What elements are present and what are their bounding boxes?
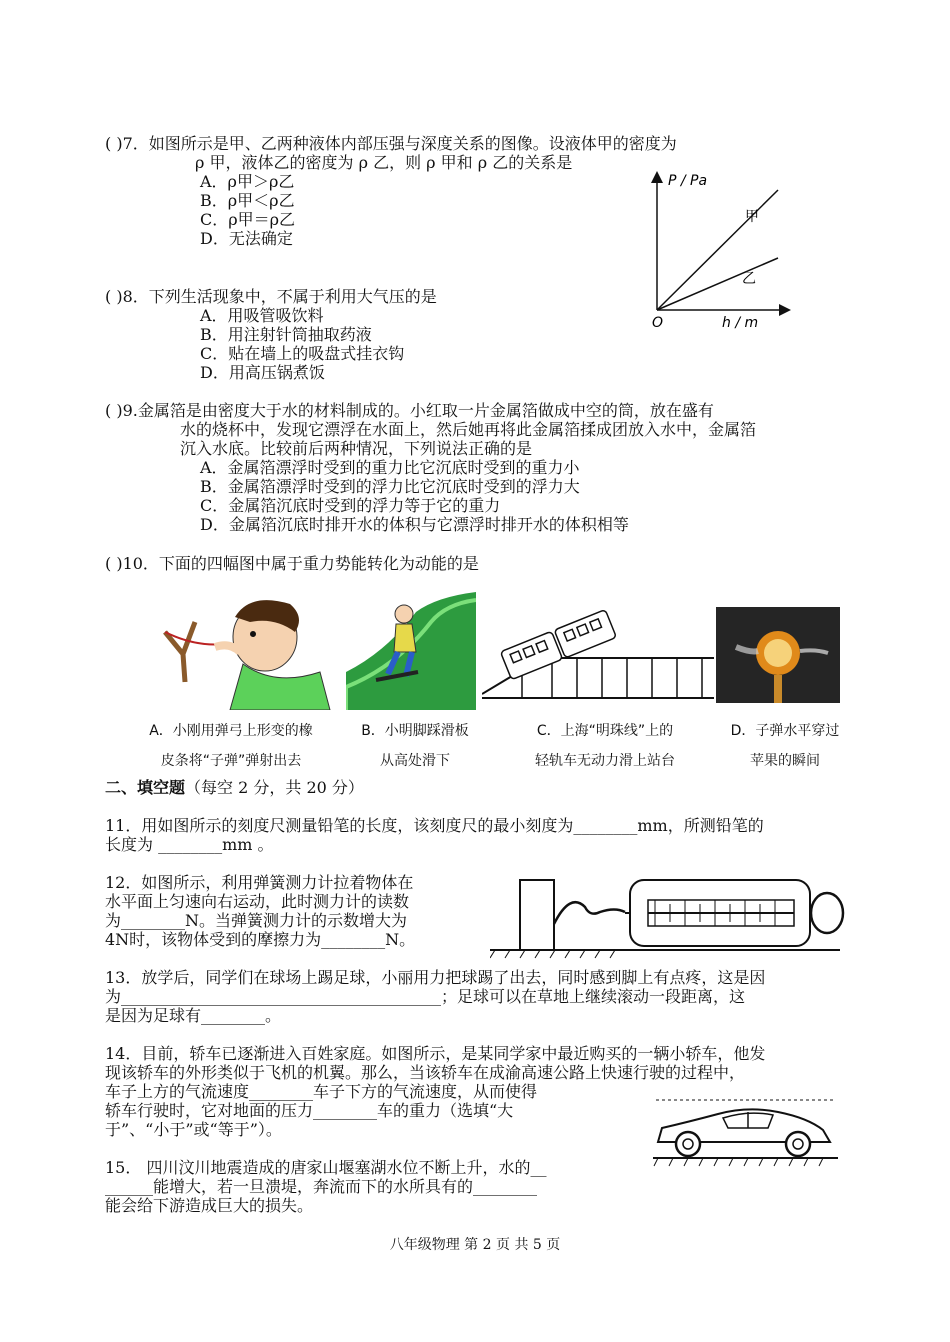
- line-jia: [657, 190, 778, 310]
- line-yi: [657, 258, 778, 310]
- q15-line1: 15． 四川汶川地震造成的唐家山堰塞湖水位不断上升，水的__: [105, 1158, 547, 1177]
- q10-stem: ( )10．下面的四幅图中属于重力势能转化为动能的是: [105, 554, 479, 573]
- q14-line5: 于”、“小于”或“等于”）。: [105, 1120, 282, 1139]
- q15-line2: ______能增大，若一旦溃堤，奔流而下的水所具有的________: [105, 1177, 538, 1196]
- caption-d: [710, 716, 860, 776]
- q11-line2: 长度为 ________mm 。: [105, 835, 274, 854]
- q7-stem-line1: ( )7．如图所示是甲、乙两种液体内部压强与深度关系的图像。设液体甲的密度为: [105, 134, 677, 153]
- q12-line4: 4N时，该物体受到的摩擦力为________N。: [105, 930, 416, 949]
- car-figure: [648, 1090, 840, 1168]
- origin-label: O: [652, 315, 664, 331]
- caption-c-line1: C．上海“明珠线”上的: [536, 723, 674, 739]
- pressure-depth-graph: [640, 165, 800, 335]
- q8-option-a: A．用吸管吸饮料: [200, 306, 324, 325]
- q14-line2: 现该轿车的外形类似于飞机的机翼。那么，当该轿车在成渝高速公路上快速行驶的过程中，: [105, 1063, 746, 1082]
- q14-line1: 14．目前，轿车已逐渐进入百姓家庭。如图所示，是某同学家中最近购买的一辆小轿车，他发: [105, 1044, 766, 1063]
- y-axis-label: P / Pa: [668, 173, 708, 189]
- q9-option-b: B．金属箔漂浮时受到的浮力比它沉底时受到的浮力大: [200, 477, 580, 496]
- caption-d-line1: D．子弹水平穿过: [730, 723, 840, 739]
- q11-line1: 11．用如图所示的刻度尺测量铅笔的长度，该刻度尺的最小刻度为________mm，所测铅笔的: [105, 816, 764, 835]
- q8-option-c: C．贴在墙上的吸盘式挂衣钩: [200, 344, 405, 363]
- spring-scale-figure: [490, 872, 850, 960]
- caption-a: [120, 716, 342, 776]
- q8-stem: ( )8．下列生活现象中，不属于利用大气压的是: [105, 287, 437, 306]
- q8-option-b: B．用注射针筒抽取药液: [200, 325, 372, 344]
- q9-option-d: D．金属箔沉底时排开水的体积与它漂浮时排开水的体积相等: [200, 515, 629, 534]
- section2-note: （每空 2 分，共 20 分）: [185, 778, 364, 797]
- q7-stem-line2: ρ 甲，液体乙的密度为 ρ 乙，则 ρ 甲和 ρ 乙的关系是: [195, 153, 573, 172]
- q12-line1: 12．如图所示，利用弹簧测力计拉着物体在: [105, 873, 414, 892]
- q13-line1: 13．放学后，同学们在球场上踢足球，小丽用力把球踢了出去，同时感到脚上有点疼，这是因: [105, 968, 766, 987]
- q9-option-a: A．金属箔漂浮时受到的重力比它沉底时受到的重力小: [200, 458, 580, 477]
- caption-a-line1: A．小刚用弹弓上形变的橡: [149, 723, 313, 739]
- q9-stem-line1: ( )9.金属箔是由密度大于水的材料制成的。小红取一片金属箔做成中空的筒，放在盛有: [105, 401, 714, 420]
- q13-line2: 为________________________________________；足球可以在草地上继续滚动一段距离，这: [105, 987, 746, 1006]
- q7-option-a: A．ρ甲＞ρ乙: [200, 172, 295, 191]
- q9-stem-line2: 水的烧杯中，发现它漂浮在水面上，然后她再将此金属箔揉成团放入水中，金属箔: [180, 420, 757, 439]
- label-yi: 乙: [742, 271, 756, 287]
- picture-c-light-rail: [482, 598, 714, 702]
- label-jia: 甲: [745, 209, 759, 225]
- q9-stem-line3: 沉入水底。比较前后两种情况，下列说法正确的是: [180, 439, 533, 458]
- q7-option-c: C．ρ甲＝ρ乙: [200, 210, 296, 229]
- picture-a-slingshot: [155, 592, 335, 710]
- caption-b-line1: B．小明脚踩滑板: [361, 723, 469, 739]
- page-footer: 八年级物理 第 2 页 共 5 页: [389, 1237, 561, 1253]
- caption-c-line2: 轻轨车无动力滑上站台: [535, 753, 675, 769]
- section2-heading: [105, 778, 364, 797]
- caption-d-line2: 苹果的瞬间: [750, 753, 820, 769]
- q9-option-c: C．金属箔沉底时受到的浮力等于它的重力: [200, 496, 501, 515]
- q15-line3: 能会给下游造成巨大的损失。: [105, 1196, 314, 1215]
- q14-line4: 轿车行驶时，它对地面的压力________车的重力（选填“大: [105, 1101, 514, 1120]
- x-axis-label: h / m: [722, 315, 759, 331]
- picture-b-skateboard: [346, 592, 476, 710]
- q12-line2: 水平面上匀速向右运动，此时测力计的读数: [105, 892, 410, 911]
- q14-line3: 车子上方的气流速度________车子下方的气流速度，从而使得: [105, 1082, 538, 1101]
- q7-option-b: B．ρ甲＜ρ乙: [200, 191, 295, 210]
- q12-line3: 为________N。当弹簧测力计的示数增大为: [105, 911, 408, 930]
- q7-option-d: D．无法确定: [200, 229, 293, 248]
- q13-line3: 是因为足球有________。: [105, 1006, 282, 1025]
- caption-b: [340, 716, 490, 776]
- caption-b-line2: 从高处滑下: [380, 753, 450, 769]
- section2-title: 二、填空题: [105, 778, 186, 797]
- caption-c: [500, 716, 710, 776]
- caption-a-line2: 皮条将“子弹”弹射出去: [160, 753, 302, 769]
- picture-d-bullet-apple: [716, 607, 840, 703]
- q8-option-d: D．用高压锅煮饭: [200, 363, 325, 382]
